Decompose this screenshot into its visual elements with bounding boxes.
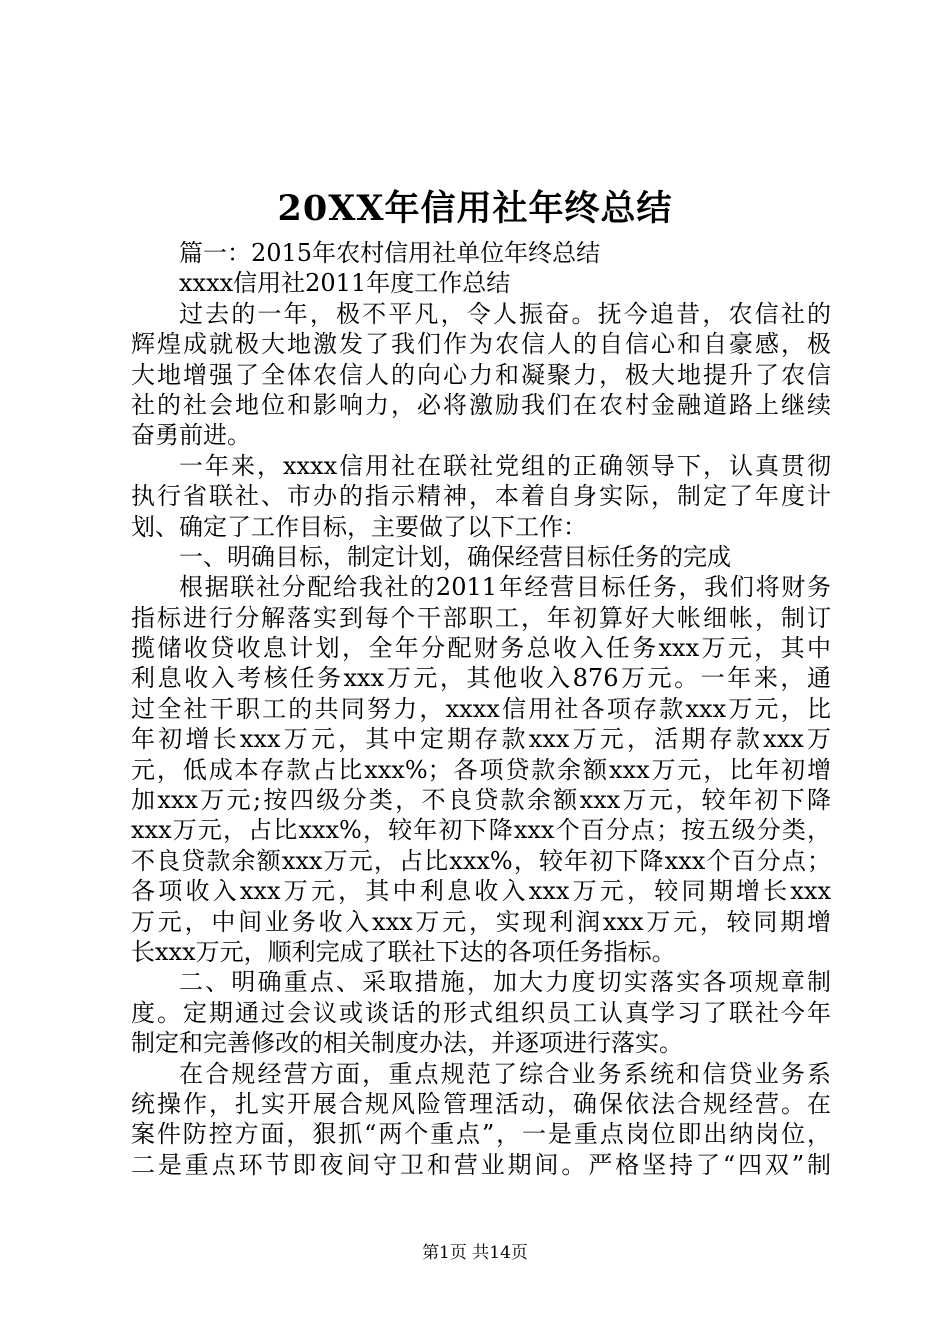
- text-line: 一、明确目标，制定计划，确保经营目标任务的完成: [179, 542, 731, 571]
- text-line: 篇一：2015年农村信用社单位年终总结: [179, 239, 601, 267]
- text-line: 利息收入考核任务xxx万元，其他收入876万元。一年来，通: [131, 664, 831, 693]
- text-line: 划、确定了工作目标，主要做了以下工作：: [131, 512, 587, 541]
- text-line: 奋勇前进。: [131, 421, 251, 450]
- document-title: 20XX年信用社年终总结: [277, 188, 673, 229]
- text-line: 大地增强了全体农信人的向心力和凝聚力，极大地提升了农信: [131, 360, 831, 389]
- text-line: 根据联社分配给我社的2011年经营目标任务，我们将财务: [179, 573, 831, 602]
- text-line: 加xxx万元;按四级分类，不良贷款余额xxx万元，较年初下降: [131, 786, 831, 815]
- text-line: 统操作，扎实开展合规风险管理活动，确保依法合规经营。在: [131, 1089, 831, 1118]
- text-line: 揽储收贷收息计划，全年分配财务总收入任务xxx万元，其中: [131, 634, 831, 663]
- text-line: 制定和完善修改的相关制度办法，并逐项进行落实。: [131, 1029, 683, 1058]
- text-line: 辉煌成就极大地激发了我们作为农信人的自信心和自豪感，极: [131, 330, 831, 359]
- text-line: 案件防控方面，狠抓“两个重点”，一是重点岗位即出纳岗位，: [131, 1120, 831, 1149]
- text-line: 各项收入xxx万元，其中利息收入xxx万元，较同期增长xxx: [131, 877, 831, 906]
- text-line: 在合规经营方面，重点规范了综合业务系统和信贷业务系: [179, 1059, 831, 1088]
- document-body: [131, 238, 831, 1180]
- text-line: 万元，中间业务收入xxx万元，实现利润xxx万元，较同期增: [131, 907, 831, 936]
- text-line: 社的社会地位和影响力，必将激励我们在农村金融道路上继续: [131, 390, 831, 419]
- text-line: 一年来，xxxx信用社在联社党组的正确领导下，认真贯彻: [179, 451, 831, 480]
- text-line: 指标进行分解落实到每个干部职工，年初算好大帐细帐，制订: [131, 603, 831, 632]
- text-line: 二是重点环节即夜间守卫和营业期间。严格坚持了“四双”制: [131, 1150, 831, 1179]
- text-line: 过去的一年，极不平凡，令人振奋。抚今追昔，农信社的: [179, 299, 831, 328]
- page-footer: 第1页 共14页: [422, 1243, 528, 1263]
- text-line: 不良贷款余额xxx万元，占比xxx%，较年初下降xxx个百分点；: [131, 846, 831, 875]
- text-line: 元，低成本存款占比xxx%；各项贷款余额xxx万元，比年初增: [131, 755, 831, 784]
- text-line: 二、明确重点、采取措施，加大力度切实落实各项规章制: [179, 968, 831, 997]
- text-line: 度。定期通过会议或谈话的形式组织员工认真学习了联社今年: [131, 998, 831, 1027]
- text-line: 年初增长xxx万元，其中定期存款xxx万元，活期存款xxx万: [131, 725, 831, 754]
- text-line: xxx万元，占比xxx%，较年初下降xxx个百分点；按五级分类，: [131, 816, 831, 845]
- text-line: xxxx信用社2011年度工作总结: [179, 269, 511, 298]
- text-line: 过全社干职工的共同努力，xxxx信用社各项存款xxx万元，比: [131, 694, 831, 723]
- text-line: 执行省联社、市办的指示精神，本着自身实际，制定了年度计: [131, 482, 831, 511]
- text-line: 长xxx万元，顺利完成了联社下达的各项任务指标。: [131, 937, 676, 966]
